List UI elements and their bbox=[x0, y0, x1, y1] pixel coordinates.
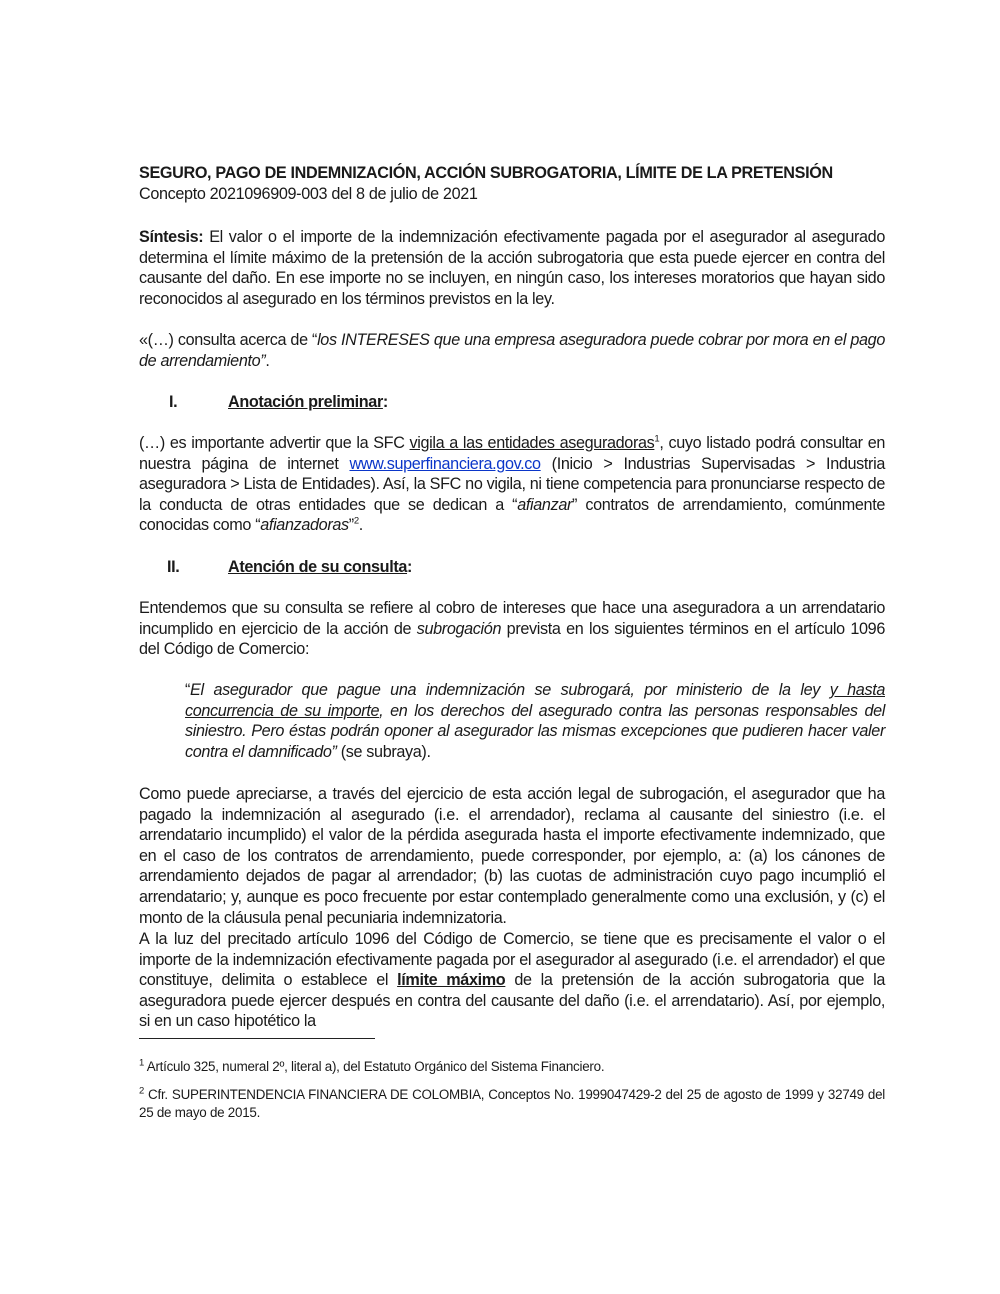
entendemos-text: prevista en los siguientes términos en el artículo 1096 del Código de Comercio: bbox=[139, 619, 885, 659]
section-title-2: Atención de su consulta bbox=[228, 558, 408, 576]
footnote-separator bbox=[139, 1038, 375, 1039]
anotacion-text: ” contratos de arrendamiento, comúnmente conocidas como “ bbox=[139, 495, 885, 535]
entendemos-paragraph bbox=[139, 598, 885, 660]
footnote-mark-1: 1 bbox=[139, 1057, 145, 1069]
anotacion-text: (Inicio > Industrias Supervisadas > Industria aseguradora > Lista de Entidades). Así, la SFC no vigila, ni tiene competencia para pronunciarse respecto de la conducta de otras entidades que se dedican a “ bbox=[139, 454, 885, 514]
section-number-2: II. bbox=[167, 558, 180, 576]
footnote-2 bbox=[139, 1086, 885, 1121]
document-title: SEGURO, PAGO DE INDEMNIZACIÓN, ACCIÓN SUBROGATORIA, LÍMITE DE LA PRETENSIÓN bbox=[139, 164, 833, 182]
quote-open: “ bbox=[185, 681, 191, 699]
section-number-1: I. bbox=[169, 393, 178, 411]
footnote-ref-1[interactable]: 1 bbox=[654, 433, 660, 445]
footnote-text-2: Cfr. SUPERINTENDENCIA FINANCIERA DE COLOMBIA, Conceptos No. 1999047429-2 del 25 de agosto de 1999 y 32749 del 25 de mayo de 2015. bbox=[139, 1087, 885, 1120]
superfinanciera-link[interactable]: www.superfinanciera.gov.co bbox=[349, 454, 541, 473]
luz-text: de la pretensión de la acción subrogatoria que la aseguradora puede ejercer después en contra del causante del daño (i.e. el arrendatario). Así, por ejemplo, si en un caso hipotético la bbox=[139, 971, 886, 1031]
synthesis-paragraph bbox=[139, 227, 885, 309]
footnote-1 bbox=[139, 1058, 885, 1076]
article-quote bbox=[185, 680, 885, 762]
document-subtitle: Concepto 2021096909-003 del 8 de julio de 2021 bbox=[139, 185, 478, 203]
section-heading-1 bbox=[169, 392, 388, 413]
quote-underlined: y hasta concurrencia de su importe bbox=[185, 681, 885, 720]
anotacion-text: , cuyo listado podrá consultar en nuestra página de internet bbox=[139, 434, 886, 473]
anotacion-text: ” bbox=[348, 516, 354, 535]
consulta-lead: «(…) consulta acerca de “ bbox=[139, 331, 318, 349]
section-colon-1: : bbox=[382, 393, 388, 411]
section-colon-2: : bbox=[407, 558, 413, 576]
footnote-mark-2: 2 bbox=[139, 1085, 145, 1097]
quote-text: , en los derechos del asegurado contra las personas responsables del siniestro. Pero éstas podrán oponer al asegurador las mismas excepciones que pudieren hacer valer contra el damnificado” bbox=[185, 701, 885, 761]
limite-maximo-bold: límite máximo bbox=[397, 971, 506, 990]
como-paragraph: Como puede apreciarse, a través del ejercicio de esta acción legal de subrogación, el asegurador que ha pagado la indemnización al asegurado (i.e. el arrendador), reclama al causante del siniestro (i.e. el arrendatario incumplido) el valor de la pérdida asegurada hasta el importe efectivamente indemnizado, que en el caso de los contratos de arrendamiento, puede corresponder, por ejemplo, a: (a) los cánones de arrendamiento dejados de pagar al arrendador; (b) las cuotas de administración cuyo pago incumplió el arrendatario; y, aunque es poco frecuente por estar contemplado generalmente como una exclusión, y (c) el monto de la cláusula penal pecuniaria indemnizatoria. bbox=[139, 785, 885, 927]
anotacion-text: (…) es importante advertir que la SFC bbox=[139, 434, 410, 452]
quote-note: (se subraya). bbox=[336, 742, 431, 761]
afianzar-italic: afianzar bbox=[517, 495, 573, 514]
quote-text: El asegurador que pague una indemnización se subrogará, por ministerio de la ley bbox=[190, 681, 830, 699]
afianzadoras-italic: afianzadoras bbox=[260, 516, 349, 535]
a-la-luz-paragraph bbox=[139, 929, 885, 1032]
synthesis-text: El valor o el importe de la indemnización efectivamente pagada por el asegurador al asegurado determina el límite máximo de la pretensión de la acción subrogatoria que esta puede ejercer en contra del causante del daño. En ese importe no se incluyen, en ningún caso, los intereses moratorios que hayan sido reconocidos al asegurado en los términos previstos en la ley. bbox=[139, 228, 885, 308]
consulta-quote: los INTERESES que una empresa aseguradora puede cobrar por mora en el pago de arrendamiento” bbox=[139, 331, 885, 370]
synthesis-label: Síntesis: bbox=[139, 228, 204, 246]
subrogacion-italic: subrogación bbox=[416, 619, 502, 638]
vigila-underlined: vigila a las entidades aseguradoras bbox=[409, 434, 655, 452]
anotacion-paragraph bbox=[139, 433, 885, 536]
footnote-text-1: Artículo 325, numeral 2º, literal a), del Estatuto Orgánico del Sistema Financiero. bbox=[144, 1059, 605, 1074]
section-title-1: Anotación preliminar bbox=[228, 393, 383, 411]
footnote-ref-2[interactable]: 2 bbox=[353, 515, 359, 527]
section-heading-2 bbox=[167, 557, 412, 578]
consulta-end: . bbox=[265, 351, 270, 370]
anotacion-text: . bbox=[358, 516, 363, 535]
luz-text: A la luz del precitado artículo 1096 del Código de Comercio, se tiene que es precisamente el valor o el importe de la indemnización efectivamente pagada por el asegurador al asegurado (i.e. el arrendador) el que constituye, delimita o establece el bbox=[139, 930, 885, 990]
entendemos-text: Entendemos que su consulta se refiere al cobro de intereses que hace una aseguradora a un arrendatario incumplido en ejercicio de la acción de bbox=[139, 599, 885, 638]
consulta-paragraph bbox=[139, 330, 885, 371]
